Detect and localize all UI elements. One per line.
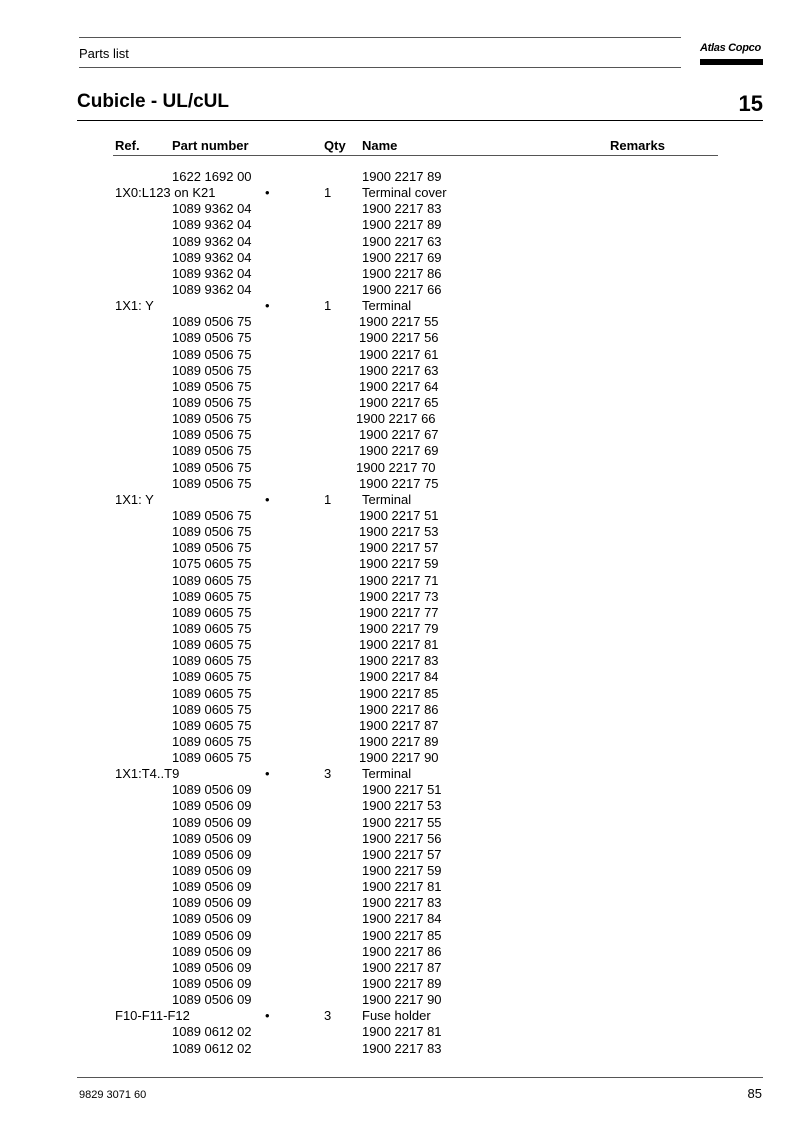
table-row (0, 589, 800, 605)
cell-part-number: 1089 0506 09 (172, 846, 252, 862)
cell-part-number: 1089 0605 75 (172, 588, 252, 604)
cell-name: 1900 2217 67 (359, 427, 439, 443)
cell-name: 1900 2217 85 (359, 685, 439, 701)
cell-name: 1900 2217 86 (359, 701, 439, 717)
cell-name: 1900 2217 85 (362, 927, 442, 943)
cell-part-number: 1089 0612 02 (172, 1040, 252, 1056)
cell-name: 1900 2217 89 (359, 733, 439, 749)
table-row (0, 895, 800, 911)
table-row (0, 411, 800, 427)
cell-part-number: 1089 0506 75 (172, 394, 252, 410)
cell-name: 1900 2217 81 (362, 879, 442, 895)
cell-name: Terminal (362, 766, 412, 782)
column-header-ref: Ref. (115, 138, 140, 153)
cell-name: 1900 2217 83 (362, 1040, 442, 1056)
cell-part-number: 1089 0506 09 (172, 976, 252, 992)
table-row (0, 427, 800, 443)
cell-bullet: • (265, 491, 270, 507)
table-row (0, 540, 800, 556)
cell-name: 1900 2217 63 (362, 233, 442, 249)
header-top-rule (79, 37, 681, 38)
logo-text: Atlas Copco (700, 42, 761, 54)
cell-name: 1900 2217 86 (362, 265, 442, 281)
cell-part-number: 1089 0605 75 (172, 685, 252, 701)
cell-name: 1900 2217 64 (359, 378, 439, 394)
cell-bullet: • (265, 766, 270, 782)
table-row (0, 508, 800, 524)
header-bottom-rule (79, 67, 681, 68)
table-row (0, 266, 800, 282)
cell-part-number: 1089 0605 75 (172, 620, 252, 636)
cell-name: 1900 2217 81 (362, 1024, 442, 1040)
table-row (0, 556, 800, 572)
cell-part-number: 1089 0605 75 (172, 750, 252, 766)
header-label: Parts list (79, 46, 129, 61)
cell-name: 1900 2217 53 (359, 524, 439, 540)
table-row (0, 169, 800, 185)
cell-part-number: 1089 9362 04 (172, 201, 252, 217)
cell-name: 1900 2217 59 (362, 863, 442, 879)
footer-rule (77, 1077, 763, 1078)
cell-qty: 3 (324, 1008, 332, 1024)
column-header-part-number: Part number (172, 138, 249, 153)
table-row (0, 944, 800, 960)
cell-part-number: 1089 0506 09 (172, 927, 252, 943)
cell-part-number: 1089 0506 09 (172, 959, 252, 975)
cell-part-number: 1089 0506 09 (172, 830, 252, 846)
cell-name: 1900 2217 51 (359, 507, 439, 523)
cell-name: Fuse holder (362, 1008, 431, 1024)
cell-part-number: 1089 0506 75 (172, 330, 252, 346)
cell-part-number: 1089 0506 09 (172, 943, 252, 959)
cell-part-number: 1089 0506 09 (172, 895, 252, 911)
table-row (0, 653, 800, 669)
cell-name: 1900 2217 59 (359, 556, 439, 572)
cell-bullet: • (265, 298, 270, 314)
cell-part-number: 1089 0506 09 (172, 798, 252, 814)
cell-part-number: 1089 0605 75 (172, 604, 252, 620)
cell-part-number: 1622 1692 00 (172, 169, 252, 184)
table-row (0, 976, 800, 992)
table-row (0, 363, 800, 379)
table-row (0, 815, 800, 831)
cell-name: 1900 2217 55 (359, 314, 439, 330)
table-row (0, 314, 800, 330)
cell-part-number: 1089 0605 75 (172, 572, 252, 588)
table-row (0, 1024, 800, 1040)
table-row (0, 847, 800, 863)
cell-name: 1900 2217 56 (359, 330, 439, 346)
table-row (0, 782, 800, 798)
cell-part-number: 1089 0506 09 (172, 911, 252, 927)
cell-name: 1900 2217 66 (356, 411, 436, 427)
cell-qty: 3 (324, 766, 332, 782)
cell-part-number: 1089 0605 75 (172, 701, 252, 717)
table-row (0, 863, 800, 879)
cell-name: 1900 2217 53 (362, 798, 442, 814)
cell-part-number: 1089 0506 09 (172, 992, 252, 1008)
table-row (0, 460, 800, 476)
cell-name: 1900 2217 56 (362, 830, 442, 846)
cell-name: 1900 2217 83 (359, 653, 439, 669)
table-row (0, 718, 800, 734)
cell-part-number: 1089 9362 04 (172, 217, 252, 233)
cell-name: 1900 2217 71 (359, 572, 439, 588)
table-row (0, 766, 800, 782)
cell-part-number: 1089 9362 04 (172, 233, 252, 249)
cell-part-number: 1089 0612 02 (172, 1024, 252, 1040)
cell-ref: 1X1: Y (115, 298, 154, 314)
cell-part-number: 1089 0506 75 (172, 346, 252, 362)
cell-name: 1900 2217 81 (359, 637, 439, 653)
cell-part-number: 1089 0506 75 (172, 378, 252, 394)
cell-name: 1900 2217 73 (359, 588, 439, 604)
table-row (0, 669, 800, 685)
cell-qty: 1 (324, 491, 332, 507)
table-row (0, 637, 800, 653)
table-row (0, 879, 800, 895)
cell-name: 1900 2217 90 (359, 750, 439, 766)
table-row (0, 395, 800, 411)
cell-part-number: 1089 9362 04 (172, 249, 252, 265)
cell-part-number: 1089 0605 75 (172, 653, 252, 669)
title-rule (77, 120, 763, 121)
page-title: Cubicle - UL/cUL (77, 91, 230, 112)
cell-part-number: 1089 0506 75 (172, 443, 252, 459)
table-row (0, 201, 800, 217)
cell-part-number: 1089 0506 75 (172, 540, 252, 556)
cell-part-number: 1089 0605 75 (172, 637, 252, 653)
cell-name: 1900 2217 51 (362, 782, 442, 798)
table-row (0, 621, 800, 637)
cell-name: 1900 2217 86 (362, 943, 442, 959)
cell-part-number: 1075 0605 75 (172, 556, 252, 572)
cell-name: 1900 2217 89 (362, 217, 442, 233)
cell-name: 1900 2217 65 (359, 394, 439, 410)
table-row (0, 347, 800, 363)
table-row (0, 573, 800, 589)
cell-part-number: 1089 0506 75 (172, 475, 252, 491)
table-row (0, 524, 800, 540)
cell-part-number: 1089 0506 75 (172, 507, 252, 523)
column-header-remarks: Remarks (610, 138, 665, 153)
cell-name: 1900 2217 87 (362, 959, 442, 975)
cell-name: Terminal cover (362, 185, 447, 201)
cell-part-number: 1089 0506 75 (172, 459, 252, 475)
cell-name: 1900 2217 83 (362, 895, 442, 911)
section-number: 15 (738, 91, 763, 116)
cell-part-number: 1089 0506 75 (172, 524, 252, 540)
table-row (0, 605, 800, 621)
table-row (0, 330, 800, 346)
column-header-name: Name (362, 138, 398, 153)
cell-part-number: 1089 0605 75 (172, 717, 252, 733)
cell-name: 1900 2217 89 (362, 169, 442, 184)
cell-qty: 1 (324, 298, 332, 314)
cell-name: 1900 2217 84 (359, 669, 439, 685)
cell-part-number: 1089 0506 09 (172, 814, 252, 830)
table-row (0, 492, 800, 508)
cell-part-number: 1089 9362 04 (172, 265, 252, 281)
table-row (0, 476, 800, 492)
cell-name: 1900 2217 70 (356, 459, 436, 475)
cell-name: 1900 2217 57 (359, 540, 439, 556)
cell-name: 1900 2217 84 (362, 911, 442, 927)
footer-page-number: 85 (747, 1086, 762, 1101)
table-row (0, 831, 800, 847)
cell-part-number: 1089 9362 04 (172, 281, 252, 297)
cell-name: 1900 2217 87 (359, 717, 439, 733)
cell-ref: F10-F11-F12 (115, 1008, 190, 1024)
table-row (0, 686, 800, 702)
table-row (0, 750, 800, 766)
cell-ref: 1X0:L123 on K21 (115, 185, 216, 201)
cell-ref: 1X1:T4..T9 (115, 766, 180, 782)
cell-part-number: 1089 0506 75 (172, 411, 252, 427)
table-row (0, 379, 800, 395)
table-row (0, 734, 800, 750)
table-row (0, 702, 800, 718)
table-row (0, 992, 800, 1008)
cell-ref: 1X1: Y (115, 491, 154, 507)
cell-name: 1900 2217 63 (359, 362, 439, 378)
table-row (0, 928, 800, 944)
cell-name: 1900 2217 66 (362, 281, 442, 297)
cell-part-number: 1089 0506 75 (172, 362, 252, 378)
cell-part-number: 1089 0605 75 (172, 733, 252, 749)
table-row (0, 1008, 800, 1024)
cell-name: 1900 2217 61 (359, 346, 439, 362)
cell-name: 1900 2217 69 (362, 249, 442, 265)
column-header-qty: Qty (324, 138, 346, 153)
table-row (0, 911, 800, 927)
cell-name: 1900 2217 55 (362, 814, 442, 830)
footer-doc-number: 9829 3071 60 (79, 1089, 147, 1101)
table-row (0, 298, 800, 314)
cell-name: Terminal (362, 298, 412, 314)
cell-bullet: • (265, 1008, 270, 1024)
table-row (0, 282, 800, 298)
cell-name: 1900 2217 83 (362, 201, 442, 217)
table-row (0, 217, 800, 233)
cell-qty: 1 (324, 185, 332, 201)
cell-part-number: 1089 0506 75 (172, 314, 252, 330)
atlas-copco-logo (700, 40, 763, 66)
table-row (0, 1041, 800, 1057)
table-row (0, 960, 800, 976)
cell-part-number: 1089 0605 75 (172, 669, 252, 685)
cell-name: 1900 2217 77 (359, 604, 439, 620)
cell-name: Terminal (362, 491, 412, 507)
table-row (0, 185, 800, 201)
cell-name: 1900 2217 79 (359, 620, 439, 636)
cell-part-number: 1089 0506 09 (172, 879, 252, 895)
cell-name: 1900 2217 89 (362, 976, 442, 992)
cell-name: 1900 2217 69 (359, 443, 439, 459)
cell-name: 1900 2217 75 (359, 475, 439, 491)
cell-part-number: 1089 0506 09 (172, 863, 252, 879)
table-row (0, 250, 800, 266)
cell-name: 1900 2217 90 (362, 992, 442, 1008)
cell-part-number: 1089 0506 75 (172, 427, 252, 443)
cell-bullet: • (265, 185, 270, 201)
table-row (0, 798, 800, 814)
logo-bar (700, 59, 763, 65)
table-row (0, 443, 800, 459)
table-row (0, 234, 800, 250)
column-header-rule (113, 155, 718, 156)
cell-name: 1900 2217 57 (362, 846, 442, 862)
parts-table (0, 169, 800, 1057)
cell-part-number: 1089 0506 09 (172, 782, 252, 798)
